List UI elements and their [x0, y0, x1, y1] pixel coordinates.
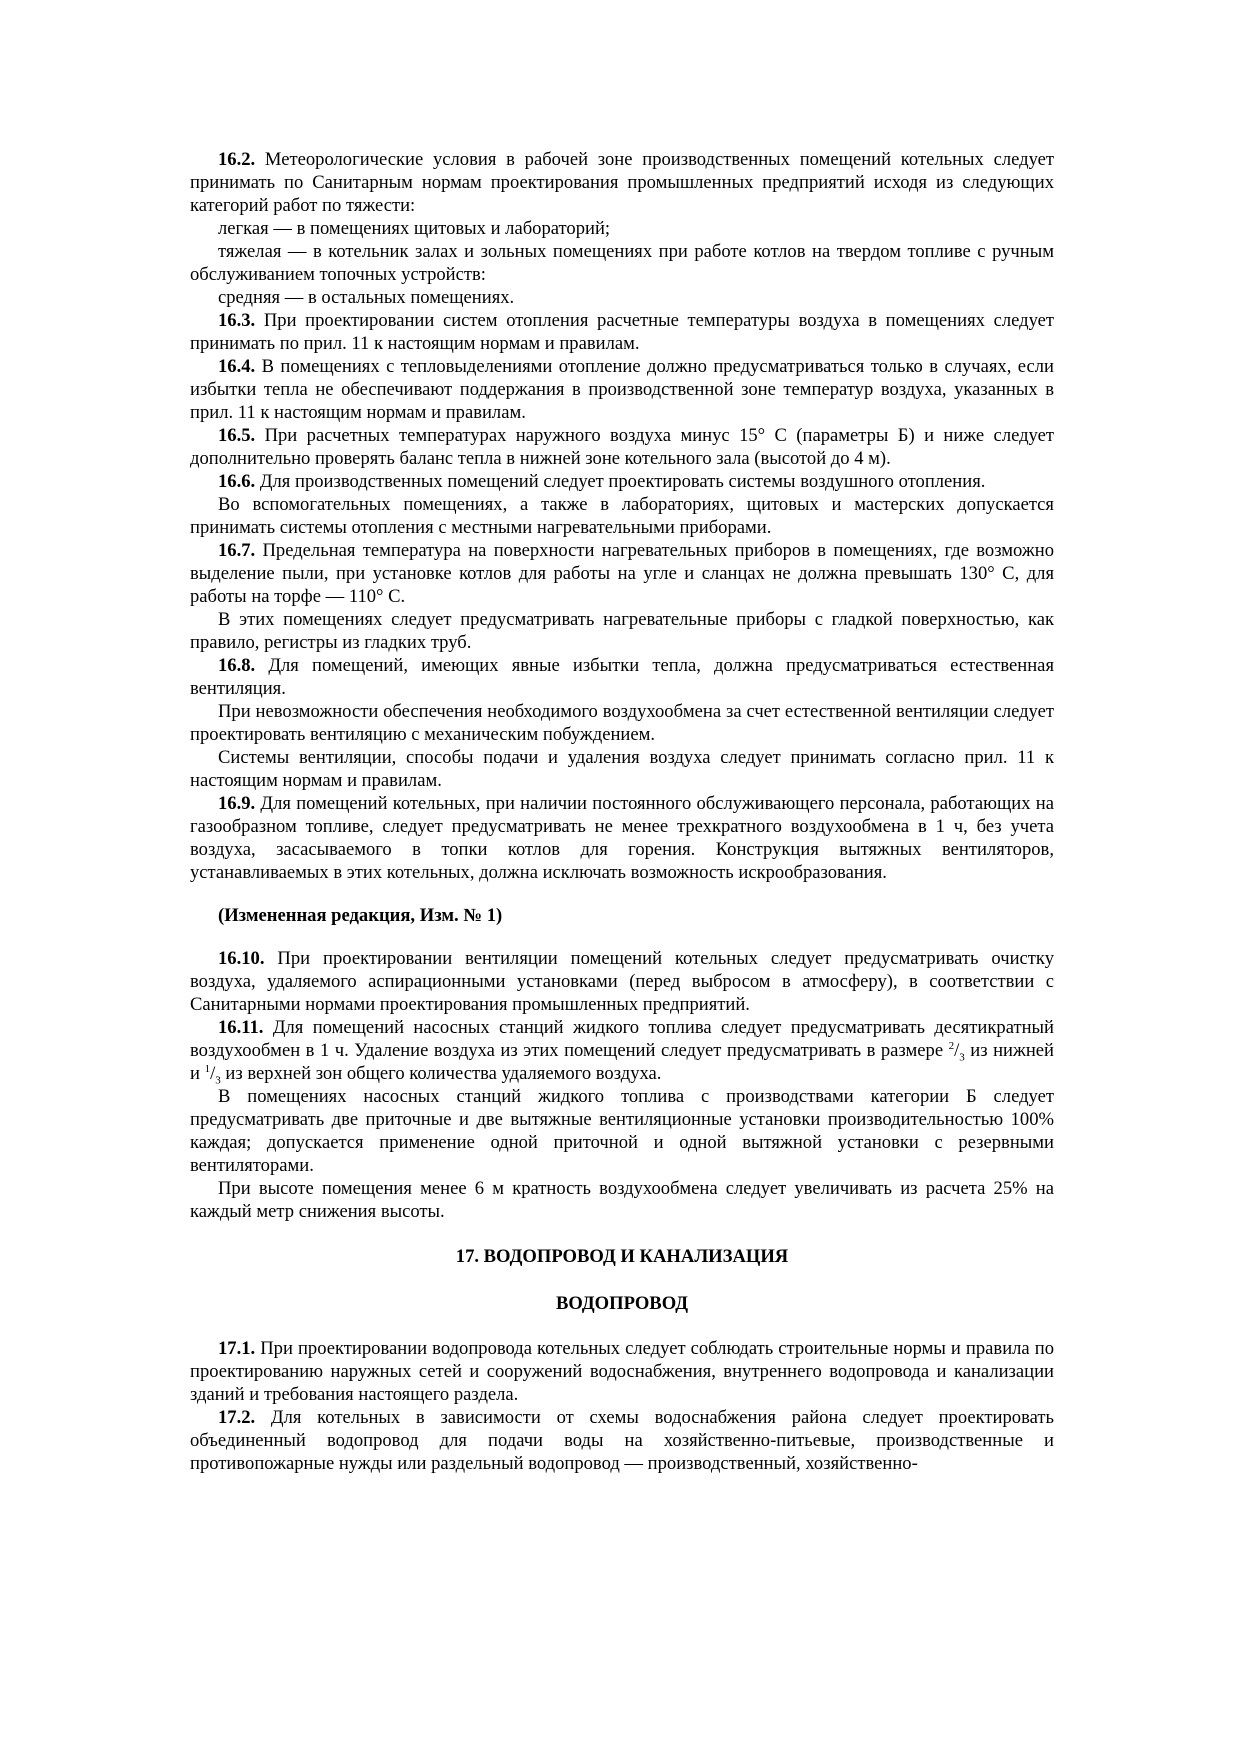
paragraph-number: 17.2. [218, 1407, 256, 1428]
paragraph-text: Для помещений котельных, при наличии постоянного обслуживающего персонала, работающих на газообразном топливе, следует предусматривать не менее трехкратного воздухообмена в 1 ч, без учета воздуха, засасываемого в топки котлов для горения. Конструкция вытяжных вентиляторов, устанавливаемых в этих котельных, должна исключать возможность искрообразования. [190, 793, 1054, 883]
fraction-numerator: 1 [204, 1062, 211, 1075]
paragraph-text: При высоте помещения менее 6 м кратность воздухообмена следует увеличивать из расчета 25% на каждый метр снижения высоты. [190, 1178, 1054, 1222]
paragraph-text: Для котельных в зависимости от схемы водоснабжения района следует проектировать объединенный водопровод для подачи воды на хозяйственно-питьевые, производственные и противопожарные нужды или раздельный водопровод — производственный, хозяйственно- [190, 1407, 1054, 1474]
paragraph-text: из нижней и [190, 1040, 1055, 1084]
paragraph-text: Для помещений, имеющих явные избытки тепла, должна предусматриваться естественная вентиляция. [190, 655, 1054, 699]
paragraph-text: При проектировании вентиляции помещений котельных следует предусматривать очистку воздуха, удаляемого аспирационными установками (перед выбросом в атмосферу), в соответствии с Санитарными нормами проектирования промышленных предприятий. [190, 948, 1054, 1015]
paragraph [190, 1337, 1054, 1406]
paragraph-text: из верхней зон общего количества удаляемого воздуха. [220, 1063, 662, 1084]
paragraph-text: При проектировании систем отопления расчетные температуры воздуха в помещениях следует принимать по прил. 11 к настоящим нормам и правилам. [190, 310, 1054, 354]
paragraph [190, 309, 1054, 355]
paragraph-number: 16.7. [218, 540, 256, 561]
paragraph-text: легкая — в помещениях щитовых и лабораторий; [218, 218, 611, 239]
paragraph-number: 16.6. [218, 471, 256, 492]
paragraph [190, 217, 1054, 240]
section-16-block-2 [190, 947, 1054, 1223]
paragraph-number: 16.10. [218, 948, 265, 969]
fraction-numerator: 2 [948, 1039, 955, 1052]
paragraph [190, 493, 1054, 539]
paragraph [190, 947, 1054, 1016]
paragraph [190, 608, 1054, 654]
paragraph-text: Метеорологические условия в рабочей зоне производственных помещений котельных следует принимать по Санитарным нормам проектирования промышленных предприятий исходя из следующих категорий работ по тяжести: [190, 149, 1054, 216]
paragraph-number: 17.1. [218, 1338, 256, 1359]
paragraph-text: При невозможности обеспечения необходимого воздухообмена за счет естественной вентиляции следует проектировать вентиляцию с механическим побуждением. [190, 701, 1054, 745]
paragraph-number: 16.9. [218, 793, 256, 814]
paragraph-text: средняя — в остальных помещениях. [218, 287, 515, 308]
paragraph-16-11: 16.11. Для помещений насосных станций жидкого топлива следует предусматривать десятикратный воздухообмен в 1 ч. Удаление воздуха из этих помещений следует предусматривать в размере $^2/_3$ из нижней и $^1/_3$ из верхней зон общего количества удаляемого воздуха. [190, 1017, 1055, 1087]
section-16-block-1 [190, 148, 1054, 884]
paragraph [190, 654, 1054, 700]
paragraph [190, 792, 1054, 884]
section-title: 17. ВОДОПРОВОД И КАНАЛИЗАЦИЯ [455, 1246, 789, 1267]
paragraph [190, 700, 1054, 746]
fraction-denominator: 3 [215, 1074, 221, 1087]
paragraph-number: 16.3. [218, 310, 256, 331]
paragraph [190, 286, 1054, 309]
paragraph [190, 746, 1054, 792]
paragraph-text: Для производственных помещений следует проектировать системы воздушного отопления. [255, 471, 986, 492]
paragraph-text: Системы вентиляции, способы подачи и удаления воздуха следует принимать согласно прил. 11 к настоящим нормам и правилам. [190, 747, 1054, 791]
paragraph-text: В помещениях с тепловыделениями отопление должно предусматриваться только в случаях, если избытки тепла не обеспечивают поддержания в производственной зоне температур воздуха, указанных в прил. 11 к настоящим нормам и правилам. [190, 356, 1054, 423]
paragraph-text: При проектировании водопровода котельных следует соблюдать строительные нормы и правила по проектированию наружных сетей и сооружений водоснабжения, внутреннего водопровода и канализации зданий и требования настоящего раздела. [190, 1338, 1054, 1405]
paragraph-text: Для помещений насосных станций жидкого топлива следует предусматривать десятикратный воздухообмен в 1 ч. Удаление воздуха из этих помещений следует предусматривать в размере [190, 1017, 1054, 1061]
amendment-note: (Измененная редакция, Изм. № 1) [218, 905, 503, 926]
paragraph-text: В этих помещениях следует предусматривать нагревательные приборы с гладкой поверхностью, как правило, регистры из гладких труб. [190, 609, 1054, 653]
paragraph-number: 16.5. [218, 425, 256, 446]
paragraph-text: тяжелая — в котельник залах и зольных помещениях при работе котлов на твердом топливе с ручным обслуживанием топочных устройств: [190, 241, 1054, 285]
paragraph [190, 240, 1054, 286]
section-17-block [190, 1337, 1054, 1475]
paragraph [190, 470, 1054, 493]
paragraph-text: В помещениях насосных станций жидкого топлива с производствами категории Б следует предусматривать две приточные и две вытяжные вентиляционные установки производительностью 100% каждая; допускается применение одной приточной и одной вытяжной установки с резервными вентиляторами. [190, 1086, 1054, 1176]
paragraph-number: 16.2. [218, 149, 256, 170]
paragraph-text: При расчетных температурах наружного воздуха минус 15° С (параметры Б) и ниже следует дополнительно проверять баланс тепла в нижней зоне котельного зала (высотой до 4 м). [190, 425, 1054, 469]
paragraph [190, 148, 1054, 217]
paragraph [190, 424, 1054, 470]
paragraph-number: 16.8. [218, 655, 256, 676]
paragraph-number: 16.11. [218, 1017, 264, 1038]
fraction-denominator: 3 [959, 1051, 965, 1064]
paragraph [190, 355, 1054, 424]
paragraph [190, 1085, 1054, 1177]
paragraph [190, 1177, 1054, 1223]
paragraph [190, 1406, 1054, 1475]
paragraph [190, 539, 1054, 608]
paragraph-number: 16.4. [218, 356, 256, 377]
paragraph-text: Предельная температура на поверхности нагревательных приборов в помещениях, где возможно выделение пыли, при установке котлов для работы на угле и сланцах не должна превышать 130° С, для работы на торфе — 110° С. [190, 540, 1054, 607]
subsection-title: ВОДОПРОВОД [555, 1293, 689, 1314]
paragraph-text: Во вспомогательных помещениях, а также в лабораториях, щитовых и мастерских допускается принимать системы отопления с местными нагревательными приборами. [190, 494, 1054, 538]
